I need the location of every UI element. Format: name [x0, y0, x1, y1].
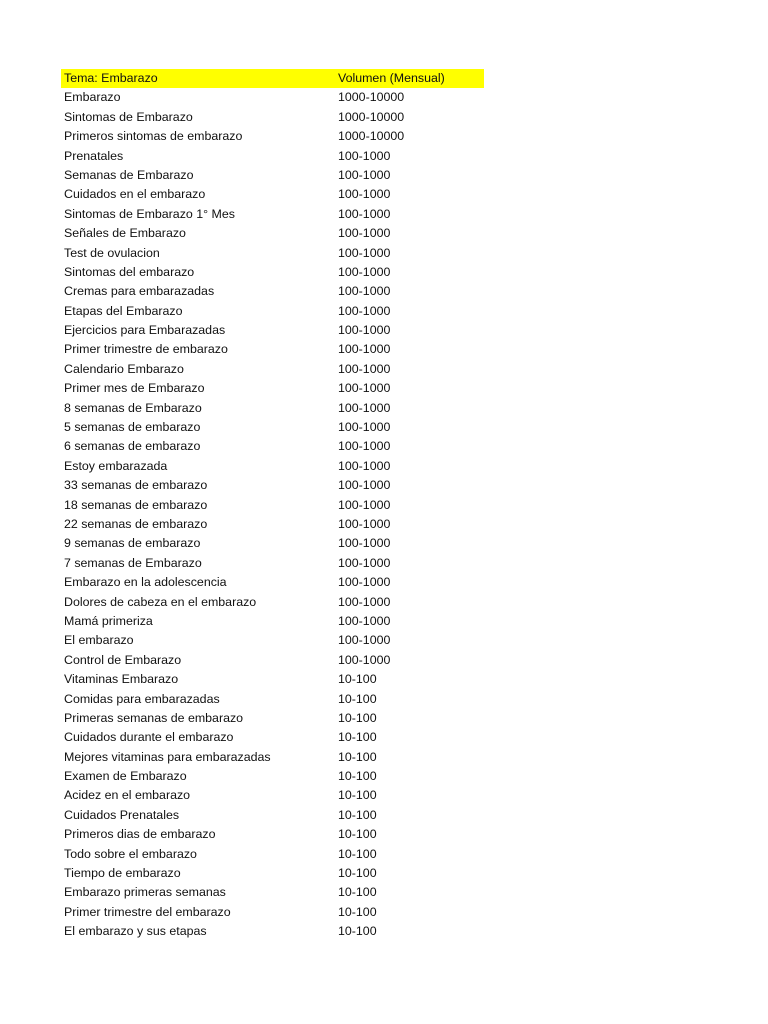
volume-cell: 10-100 [338, 924, 377, 939]
volume-cell: 100-1000 [338, 478, 391, 493]
volume-cell: 100-1000 [338, 361, 391, 376]
table-row [61, 108, 484, 127]
topic-cell: Primer trimestre del embarazo [64, 904, 231, 919]
table-row [61, 767, 484, 786]
table-row [61, 631, 484, 650]
table-row [61, 515, 484, 534]
volume-cell: 10-100 [338, 730, 377, 745]
topic-cell: Acidez en el embarazo [64, 788, 191, 803]
volume-cell: 100-1000 [338, 400, 391, 415]
table-header-row [61, 69, 484, 88]
volume-cell: 100-1000 [338, 226, 391, 241]
table-row [61, 205, 484, 224]
topic-cell: 22 semanas de embarazo [64, 516, 208, 531]
topic-cell: Semanas de Embarazo [64, 167, 194, 182]
topic-cell: Mamá primeriza [64, 613, 153, 628]
table-row [61, 244, 484, 263]
table-row [61, 282, 484, 301]
volume-cell: 1000-10000 [338, 90, 405, 105]
keyword-table [61, 69, 484, 942]
topic-cell: Primer trimestre de embarazo [64, 342, 228, 357]
topic-cell: Prenatales [64, 148, 124, 163]
table-row [61, 554, 484, 573]
topic-cell: Cuidados durante el embarazo [64, 730, 234, 745]
volume-cell: 100-1000 [338, 516, 391, 531]
table-row [61, 534, 484, 553]
volume-cell: 10-100 [338, 710, 377, 725]
table-row [61, 321, 484, 340]
table-row [61, 922, 484, 941]
volume-cell: 1000-10000 [338, 109, 405, 124]
volume-cell: 100-1000 [338, 420, 391, 435]
volume-cell: 100-1000 [338, 458, 391, 473]
table-row [61, 476, 484, 495]
table-row [61, 612, 484, 631]
table-row [61, 437, 484, 456]
table-row [61, 806, 484, 825]
volume-cell: 100-1000 [338, 575, 391, 590]
volume-cell: 100-1000 [338, 284, 391, 299]
table-row [61, 302, 484, 321]
volume-column-header: Volumen (Mensual) [338, 71, 445, 85]
volume-cell: 100-1000 [338, 555, 391, 570]
volume-cell: 100-1000 [338, 536, 391, 551]
topic-column-header: Tema: Embarazo [64, 71, 158, 85]
table-row [61, 418, 484, 437]
volume-cell: 100-1000 [338, 148, 391, 163]
topic-cell: Cuidados en el embarazo [64, 187, 206, 202]
table-row [61, 185, 484, 204]
table-row [61, 496, 484, 515]
table-row [61, 593, 484, 612]
topic-cell: Control de Embarazo [64, 652, 182, 667]
topic-cell: Señales de Embarazo [64, 226, 186, 241]
volume-cell: 10-100 [338, 807, 377, 822]
table-row [61, 670, 484, 689]
table-row [61, 88, 484, 107]
topic-cell: Embarazo [64, 90, 121, 105]
table-row [61, 224, 484, 243]
topic-cell: 7 semanas de Embarazo [64, 555, 202, 570]
topic-cell: Todo sobre el embarazo [64, 846, 197, 861]
volume-cell: 10-100 [338, 788, 377, 803]
table-row [61, 845, 484, 864]
table-row [61, 709, 484, 728]
topic-cell: 9 semanas de embarazo [64, 536, 201, 551]
topic-cell: 33 semanas de embarazo [64, 478, 208, 493]
topic-cell: 5 semanas de embarazo [64, 420, 201, 435]
topic-cell: 18 semanas de embarazo [64, 497, 208, 512]
topic-cell: Tiempo de embarazo [64, 866, 181, 881]
volume-cell: 100-1000 [338, 206, 391, 221]
topic-cell: Mejores vitaminas para embarazadas [64, 749, 271, 764]
volume-cell: 100-1000 [338, 652, 391, 667]
table-row [61, 457, 484, 476]
topic-cell: Sintomas de Embarazo 1° Mes [64, 206, 235, 221]
volume-cell: 100-1000 [338, 342, 391, 357]
volume-cell: 100-1000 [338, 381, 391, 396]
table-row [61, 263, 484, 282]
volume-cell: 10-100 [338, 827, 377, 842]
topic-cell: Dolores de cabeza en el embarazo [64, 594, 257, 609]
volume-cell: 100-1000 [338, 323, 391, 338]
table-body [61, 88, 484, 941]
topic-cell: Primeros dias de embarazo [64, 827, 216, 842]
topic-cell: 6 semanas de embarazo [64, 439, 201, 454]
topic-cell: Test de ovulacion [64, 245, 160, 260]
volume-cell: 100-1000 [338, 633, 391, 648]
topic-cell: Comidas para embarazadas [64, 691, 220, 706]
table-row [61, 360, 484, 379]
volume-cell: 10-100 [338, 866, 377, 881]
topic-cell: Ejercicios para Embarazadas [64, 323, 226, 338]
table-row [61, 127, 484, 146]
volume-cell: 100-1000 [338, 245, 391, 260]
volume-cell: 100-1000 [338, 264, 391, 279]
volume-cell: 10-100 [338, 691, 377, 706]
volume-cell: 100-1000 [338, 497, 391, 512]
topic-cell: Etapas del Embarazo [64, 303, 183, 318]
volume-cell: 1000-10000 [338, 129, 405, 144]
table-row [61, 748, 484, 767]
topic-cell: El embarazo y sus etapas [64, 924, 207, 939]
table-row [61, 883, 484, 902]
table-row [61, 786, 484, 805]
topic-cell: Embarazo primeras semanas [64, 885, 226, 900]
volume-cell: 10-100 [338, 672, 377, 687]
volume-cell: 10-100 [338, 769, 377, 784]
topic-cell: Sintomas del embarazo [64, 264, 195, 279]
volume-cell: 100-1000 [338, 303, 391, 318]
volume-cell: 100-1000 [338, 613, 391, 628]
table-row [61, 573, 484, 592]
topic-cell: El embarazo [64, 633, 134, 648]
table-row [61, 651, 484, 670]
topic-cell: Primer mes de Embarazo [64, 381, 205, 396]
table-row [61, 728, 484, 747]
volume-cell: 10-100 [338, 846, 377, 861]
volume-cell: 100-1000 [338, 187, 391, 202]
table-row [61, 690, 484, 709]
table-row [61, 147, 484, 166]
topic-cell: Examen de Embarazo [64, 769, 187, 784]
volume-cell: 10-100 [338, 749, 377, 764]
volume-cell: 100-1000 [338, 167, 391, 182]
topic-cell: Calendario Embarazo [64, 361, 184, 376]
table-row [61, 166, 484, 185]
topic-cell: Primeras semanas de embarazo [64, 710, 244, 725]
table-row [61, 825, 484, 844]
table-row [61, 340, 484, 359]
table-row [61, 399, 484, 418]
volume-cell: 10-100 [338, 904, 377, 919]
table-row [61, 864, 484, 883]
table-row [61, 379, 484, 398]
topic-cell: Cremas para embarazadas [64, 284, 215, 299]
volume-cell: 10-100 [338, 885, 377, 900]
topic-cell: Sintomas de Embarazo [64, 109, 193, 124]
volume-cell: 100-1000 [338, 439, 391, 454]
table-row [61, 903, 484, 922]
topic-cell: Embarazo en la adolescencia [64, 575, 227, 590]
topic-cell: Vitaminas Embarazo [64, 672, 179, 687]
topic-cell: Primeros sintomas de embarazo [64, 129, 243, 144]
topic-cell: 8 semanas de Embarazo [64, 400, 202, 415]
topic-cell: Cuidados Prenatales [64, 807, 180, 822]
topic-cell: Estoy embarazada [64, 458, 168, 473]
volume-cell: 100-1000 [338, 594, 391, 609]
